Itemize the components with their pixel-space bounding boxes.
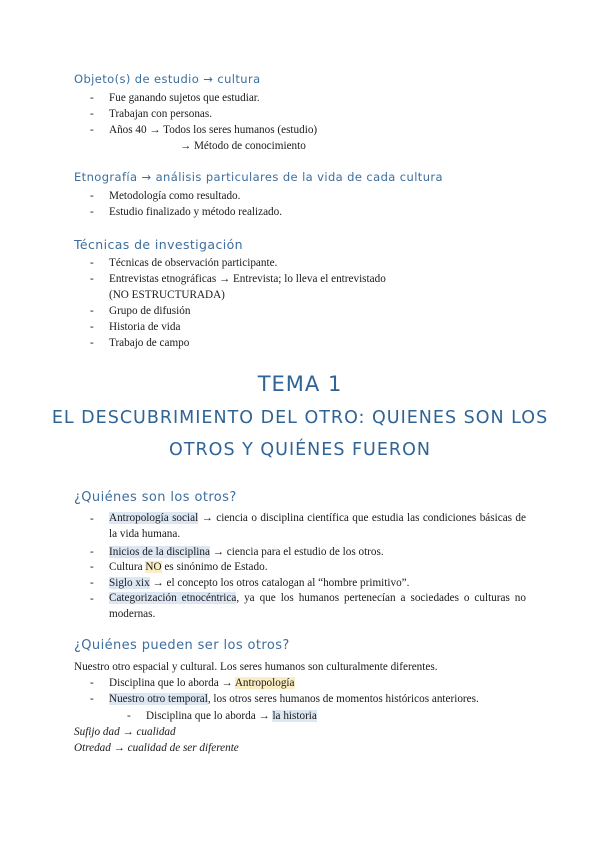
sub-list-item (146, 709, 317, 723)
item-text: es sinónimo de Estado. (161, 561, 268, 573)
list-item (109, 576, 409, 590)
bullet-dash: - (127, 710, 131, 722)
list-item: Historia de vida (109, 321, 181, 333)
italic-note: Sufijo dad → cualidad (74, 726, 176, 738)
bullet-dash: - (90, 677, 94, 689)
bullet-dash: - (90, 321, 94, 333)
highlighted-term: Nuestro otro temporal (109, 693, 208, 705)
italic-note: Otredad → cualidad de ser diferente (74, 742, 239, 754)
item-text: → ciencia o disciplina científica que estudia las condiciones básicas de la vida humana. (109, 512, 526, 540)
list-item: Trabajan con personas. (109, 108, 213, 120)
list-subline: → Método de conocimiento (180, 140, 306, 152)
list-item (109, 676, 295, 690)
item-text: Disciplina que lo aborda → (109, 677, 235, 689)
bullet-dash: - (90, 92, 94, 104)
bullet-dash: - (90, 546, 94, 558)
list-item (109, 511, 526, 542)
item-text: Disciplina que lo aborda → (146, 710, 273, 722)
highlighted-term: Antropología social (109, 512, 199, 524)
bullet-dash: - (90, 124, 94, 136)
list-item: Fue ganando sujetos que estudiar. (109, 92, 260, 104)
item-text: Cultura (109, 561, 146, 573)
list-item-continuation: (NO ESTRUCTURADA) (109, 289, 225, 301)
bullet-dash: - (90, 206, 94, 218)
section-heading-objeto: Objeto(s) de estudio → cultura (74, 72, 261, 86)
list-item: Entrevistas etnográficas → Entrevista; lo lleva el entrevistado (109, 273, 386, 285)
bullet-dash: - (90, 305, 94, 317)
paragraph: Nuestro otro espacial y cultural. Los seres humanos son culturalmente diferentes. (74, 661, 438, 673)
list-item: Años 40 → Todos los seres humanos (estudio) (109, 124, 318, 136)
bullet-dash: - (90, 577, 94, 589)
item-text: → el concepto los otros catalogan al “hombre primitivo”. (149, 577, 410, 589)
highlighted-term: Siglo xix (109, 577, 150, 589)
highlighted-term: NO (145, 561, 162, 573)
highlighted-term: Inicios de la disciplina (109, 546, 210, 558)
bullet-dash: - (90, 257, 94, 269)
bullet-dash: - (90, 561, 94, 573)
section-heading-tecnicas: Técnicas de investigación (74, 237, 243, 252)
list-item (109, 692, 479, 706)
tema-title-line2: OTROS Y QUIÉNES FUERON (169, 440, 431, 460)
bullet-dash: - (90, 273, 94, 285)
tema-number: TEMA 1 (257, 372, 343, 396)
list-item (109, 545, 384, 559)
bullet-dash: - (90, 190, 94, 202)
section-heading-quienes-pueden: ¿Quiénes pueden ser los otros? (74, 638, 290, 653)
section-heading-etnografia: Etnografía → análisis particulares de la vida de cada cultura (74, 170, 443, 184)
highlighted-term: Antropología (234, 677, 295, 689)
bullet-dash: - (90, 337, 94, 349)
highlighted-term: Categorización etnocéntrica (109, 592, 237, 604)
item-text: , ya que los humanos pertenecían a sociedades o culturas no modernas. (109, 592, 526, 620)
bullet-dash: - (90, 693, 94, 705)
list-item (109, 560, 268, 574)
list-item (109, 591, 526, 622)
list-item: Trabajo de campo (109, 337, 190, 349)
item-text: , los otros seres humanos de momentos históricos anteriores. (207, 693, 479, 705)
list-item: Metodología como resultado. (109, 190, 241, 202)
tema-title-line1: EL DESCUBRIMIENTO DEL OTRO: QUIENES SON LOS (51, 408, 549, 428)
bullet-dash: - (90, 108, 94, 120)
list-item: Estudio finalizado y método realizado. (109, 206, 283, 218)
list-item: Grupo de difusión (109, 305, 191, 317)
bullet-dash: - (90, 513, 94, 525)
section-heading-quienes-son: ¿Quiénes son los otros? (74, 490, 237, 505)
bullet-dash: - (90, 593, 94, 605)
list-item: Técnicas de observación participante. (109, 257, 278, 269)
highlighted-term: la historia (272, 710, 317, 722)
item-text: → ciencia para el estudio de los otros. (209, 546, 384, 558)
